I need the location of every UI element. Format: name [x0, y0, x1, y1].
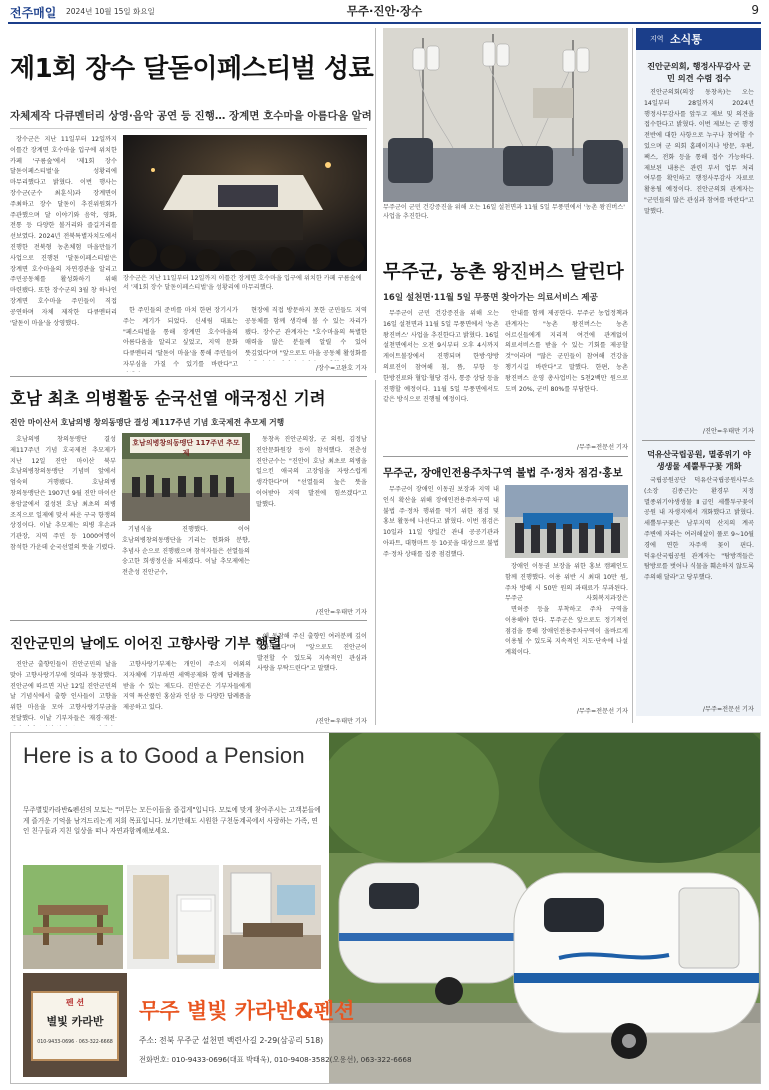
header-rule	[8, 22, 761, 24]
iv-drip-photo	[383, 28, 628, 202]
section-rule	[383, 456, 628, 457]
byline: /무주=전문선 기자	[576, 708, 628, 715]
divider	[642, 440, 755, 441]
caravan-photo	[329, 733, 761, 1084]
memorial-banner-text: 호남의병창의동맹단 117주년 추모제	[132, 439, 240, 457]
ad-description: 무주별빛카라반&펜션의 모토는 "머무는 모든이들을 즐겁게"입니다. 모토에 맞게 찾아주시는 고객분들에게 즐거운 기억을 남겨드리는게 저희 목표입니다. 보기만해도 시원한 구천동계곡에서 사랑하는 가족, 연인 친구들과 지친 일상을 떠나 자연과함께해보세요.	[23, 806, 321, 836]
ad-phone: 전화번호: 010-9433-0696(대표 박태욱), 010-9408-3582(오용선), 063-322-6668	[139, 1055, 412, 1064]
article-body-col3: 면허증 등을 부착하고 주차 구역을 이용해야 한다. 무주군은 앞으로도 정기적인 점검을 통해 장애인전용주차구역이 올바르게 이용될 수 있도록 지속적인 지도·단속에 나설 계획이다.	[505, 606, 628, 657]
article-headline: 무주군, 장애인전용주차구역 불법 주·정차 점검·홍보	[383, 467, 623, 479]
article-subhead: 16일 설천면·11월 5일 무풍면 찾아가는 의료서비스 제공	[383, 293, 598, 303]
article-body-col2: 안내를 함께 제공한다. 무주군 농업정책과 관계자는 "농촌 왕진버스는 농촌 어르신들에게 지리적 여건에 관계없이 의료서비스를 받을 수 있는 기회를 제공할 것"이라며 "많은 군민들이 참여해 건강을 챙기시길 바란다"고 말했다. 한편, 농촌 왕진버스 운영 총사업비는 5천2백만 원으로 도비 20%, 군비 80%를 부담한다.	[505, 310, 628, 393]
notice-header-title: 소식통	[670, 33, 702, 46]
masthead	[0, 0, 769, 24]
article-body-col1: 진안군 출향인들이 진안군민의 날을 맞아 고향사랑기부에 잇따라 동참했다. 진안군에 따르면 지난 12일 진안군민의 날 기념식에서 출향 인사들이 고향을 위한 마음을 모아 고향사랑기부금을 전달했다. 이날 기부자들은 재경·재전·	[10, 661, 117, 722]
parking-campaign-photo	[505, 485, 628, 558]
iv-drip-photo-caption: 무주군이 군민 건강증진을 위해 오는 16일 설천면과 11월 5일 무풍면에서 '농촌 왕진버스' 사업을 추진한다.	[383, 204, 625, 220]
article-body-col1: 무주군이 장애인 이동권 보장과 지역 내 인식 확산을 위해 장애인전용주차구역 내 불법 주·정차 행위를 막기 위한 점검 및 홍보 활동에 나선다고 밝혔다. 이번 점검은 10일과 11일 양일간 관내 공공기관과 아파트, 대형마트 등 10곳을 대상으로 불법 주·정차 상태를 집중 점검했다.	[383, 486, 499, 558]
byline: /진안=우태만 기자	[702, 428, 754, 435]
article-body-col2: 기념식을 진행했다. 이어 호남의병창의동맹단을 기리는 헌화와 분향, 추념사 순으로 진행됐으며 참석자들은 선열들의 숭고한 희생정신을 되새겼다. 이날 추모제에는 전춘성 진안군수,	[122, 526, 250, 577]
article-body-col3: 현장에 직접 방문하지 못한 군민들도 지역 공동체를 함께 생각해 볼 수 있는 자리가 됐다. 장수군 관계자는 "호수마을의 특별한 매력을 많은 분들께 알릴 수 있어 뜻깊었다"며 "앞으로도 마을 공동체 활성화를	[245, 307, 367, 358]
ad-address: 주소: 전북 무주군 설천면 백련사길 2-29(삼공리 518)	[139, 1036, 324, 1045]
interior-photo	[223, 865, 321, 969]
article-body-col1: 장수군은 지난 11일부터 12일까지 이틀간 장계면 호수마을 입구에 위치한 카페 '구름숲'에서 '제1회 장수 달돋이페스티벌'을 성황리에 마무리했다고 밝혔다. 이번 행사는 장수군(군수 최훈식)과 장계면이 주최하고 장수 달돋이 추진위원회가 주관했으며 달 이야기와 음악, 영화, 전통 등 다양한 볼거리와 즐길거리를 선보였다. 2024년 전북특별자치도에서 진행한 전북형 농촌체험 마을만들기 사업으로 진행된 '달돋이페스티벌'은 장계면 호수마을의 자연경관을 알리고 주민공동체를 활성화하기 위해 마련됐다. 또한 장수군의 3월 창 하나인 장계면 호수마을 주민들이 직접 공연하며 자체 제작한 다큐멘터리 '달돋이 마을'을 상영했다.	[10, 136, 117, 327]
article-subhead: 진안 마이산서 호남의병 창의동맹단 결성 제117주년 기념 호국제전 추모제 거행	[10, 418, 285, 427]
column-rule	[632, 28, 633, 723]
section-rule	[10, 376, 367, 377]
notice-item-body: 진안군의회(의장 동창옥)는 오는 14일부터 28일까지 2024년 행정사무감사를 앞두고 제보 및 의견을 접수한다고 밝혔다. 이번 제보는 군 행정 전반에 대한 사항으로 누구나 참여할 수 있으며 군 의회 홈페이지나 방문, 우편, 팩스, 전화 등을 통해 접수 가능하다. 제보된 내용은 관련 부서 업무 처리 여부를 확인하고 행정사무감사 자료로 활용될 예정이다. 진안군의회 관계자는 "군민들의 많은 관심과 참여를 바란다"고 말했다.	[644, 89, 754, 215]
byline: /진안=우태만 기자	[315, 718, 367, 725]
sign-brand-text: 별빛 카라반	[46, 1015, 104, 1028]
sign-top-text: 펜 션	[65, 998, 85, 1007]
notice-item-title: 덕유산국립공원, 멸종위기 야생생물 세뿔투구꽃 개화	[647, 449, 751, 471]
festival-photo	[123, 135, 367, 271]
article-headline: 제1회 장수 달돋이페스티벌 성료	[10, 54, 374, 84]
notice-header	[636, 28, 761, 50]
section-rule	[10, 620, 367, 621]
article-body-col3: 에 동참해 주신 출향인 여러분께 깊이 감사드린다"며 "앞으로도 진안군이 발전할 수 있도록 지속적인 관심과 사랑을 부탁드린다"고 말했다.	[257, 633, 367, 673]
article-body-col1: 호남의병 창의동맹단 결성 제117주년 기념 호국제전 추모제가 지난 12일 진안 마이산 북부 호남의병창의동맹단 기념비 앞에서 엄숙히 거행됐다. 호남의병 창의동맹단은 1907년 9월 진안 마이산 용암굴에서 결성된 호남 최초의 의병 조직으로 일제에 맞서 싸운 구국 항쟁의 상징이다. 이날 추모제는 의병 후손과 기관장, 지역 주민 등 1000여명이 참석한 가운데 순국선열의 뜻을 기렸다.	[10, 436, 116, 551]
article-headline: 호남 최초 의병활동 순국선열 애국정신 기려	[10, 389, 326, 408]
issue-date: 2024년 10월 15일 화요일	[66, 7, 155, 16]
article-body-col2: 장애인 이동권 보장을 위한 홍보 캠페인도 함께 진행했다. 이용 위반 시 최대 10만 원, 주차 방해 시 50만 원의 과태료가 부과된다. 무주군 사회복지과장은	[505, 563, 628, 602]
article-body-col1: 무주군이 군민 건강증진을 위해 오는 16일 설천면과 11월 5일 무풍면에서 '농촌 왕진버스' 사업을 추진한다고 밝혔다. 16일 설천면에서는 오전 9시부터 오후 4시까지 게이트볼장에서 진행되며 한방·양방 의료진이 참여해 침, 뜸, 부항 등 한방진료와 혈압·혈당 검사, 통증 상담 등을 진행할 예정이다. 11월 5일 무풍면에서도 같은 방식으로 진행될 예정이다.	[383, 310, 499, 404]
festival-photo-caption: 장수군은 지난 11일부터 12일까지 이틀간 장계면 호수마을 입구에 위치한 카페 구름숲에서 '제1회 장수 달돋이페스티벌'을 성황리에 마무리했다.	[123, 275, 362, 291]
ad-title: 무주 별빛 카라반&펜션	[139, 999, 355, 1023]
byline: /무주=전문선 기자	[702, 706, 754, 713]
byline: /장수=고완호 기자	[315, 365, 367, 372]
article-body-col2: 한 주민들의 준비를 마치 한편 장기시가 주는 계기가 되었다. 신세림 대표는 "페스티벌을 통해 장계면 호수마을의 아름다움을 알리고 싶었고, 지역 문화 다큐멘터리 '달돋이 마을'을 통해 주민들이 자부심을 가질 수 있기를 바란다"고	[123, 307, 238, 368]
section-label: 무주·진안·장수	[346, 4, 423, 18]
paper-name: 전주매일	[10, 6, 57, 20]
notice-item-title: 진안군의회, 행정사무감사 군민 의견 수렴 접수	[647, 61, 751, 83]
article-body-col3: 동창옥 진안군의장, 군 의원, 김정남 진안문화원장 등이 참석했다. 전춘성 진안군수는 "진안이 호남 최초로 의병을 일으킨 애국의 고장임을 자랑스럽게 생각한다"며 "선열들의 높은 뜻을 이어받아 지역 발전에 힘쓰겠다"고 말했다.	[256, 436, 367, 508]
byline: /무주=전문선 기자	[576, 444, 628, 451]
divider	[10, 128, 367, 129]
article-body-col2: 고향사랑기부제는 개인이 주소지 이외의 지자체에 기부하면 세액공제와 함께 답례품을 받을 수 있는 제도다. 진안군은 기부자들에게 지역 특산품인 홍삼과 인삼 등 다양한 답례품을 제공하고 있다.	[123, 661, 251, 712]
notice-sidebar	[636, 28, 761, 716]
column-rule	[375, 28, 376, 373]
article-headline: 진안군민의 날에도 이어진 고향사랑 기부 행렬	[10, 636, 282, 652]
article-headline: 무주군, 농촌 왕진버스 달린다	[383, 262, 624, 283]
bench-photo	[23, 865, 123, 969]
article-subhead: 자체제작 다큐멘터리 상영·음악 공연 등 진행… 장계면 호수마을 아름다움 알려	[10, 110, 372, 122]
page-number: 9	[751, 3, 759, 17]
advertisement	[10, 732, 761, 1084]
memorial-photo	[122, 433, 250, 521]
notice-item-body: 국립공원공단 덕유산국립공원사무소(소장 김종근)는 환경부 지정 멸종위기야생생물 Ⅱ급인 세뿔투구꽃이 공원 내 자생지에서 개화했다고 밝혔다. 세뿔투구꽃은 남부지역 산지의 계곡 주변에 자라는 여러해살이 풀로 9~10월 경에 연한 자주색 꽃이 핀다. 덕유산국립공원 관계자는 "탐방객들은 탐방로를 벗어나 식물을 훼손하지 않도록 주의해 달라"고 당부했다.	[644, 477, 754, 582]
column-rule	[375, 380, 376, 725]
signboard	[31, 991, 119, 1061]
ad-slogan: Here is a to Good a Pension	[23, 743, 305, 768]
notice-header-small: 지역	[650, 35, 664, 43]
byline: /진안=우태만 기자	[315, 609, 367, 616]
sign-phone-text: 010-9433-0696 · 063-322-6668	[37, 1040, 113, 1045]
signboard-photo	[23, 973, 127, 1077]
bedroom-photo	[127, 865, 219, 969]
